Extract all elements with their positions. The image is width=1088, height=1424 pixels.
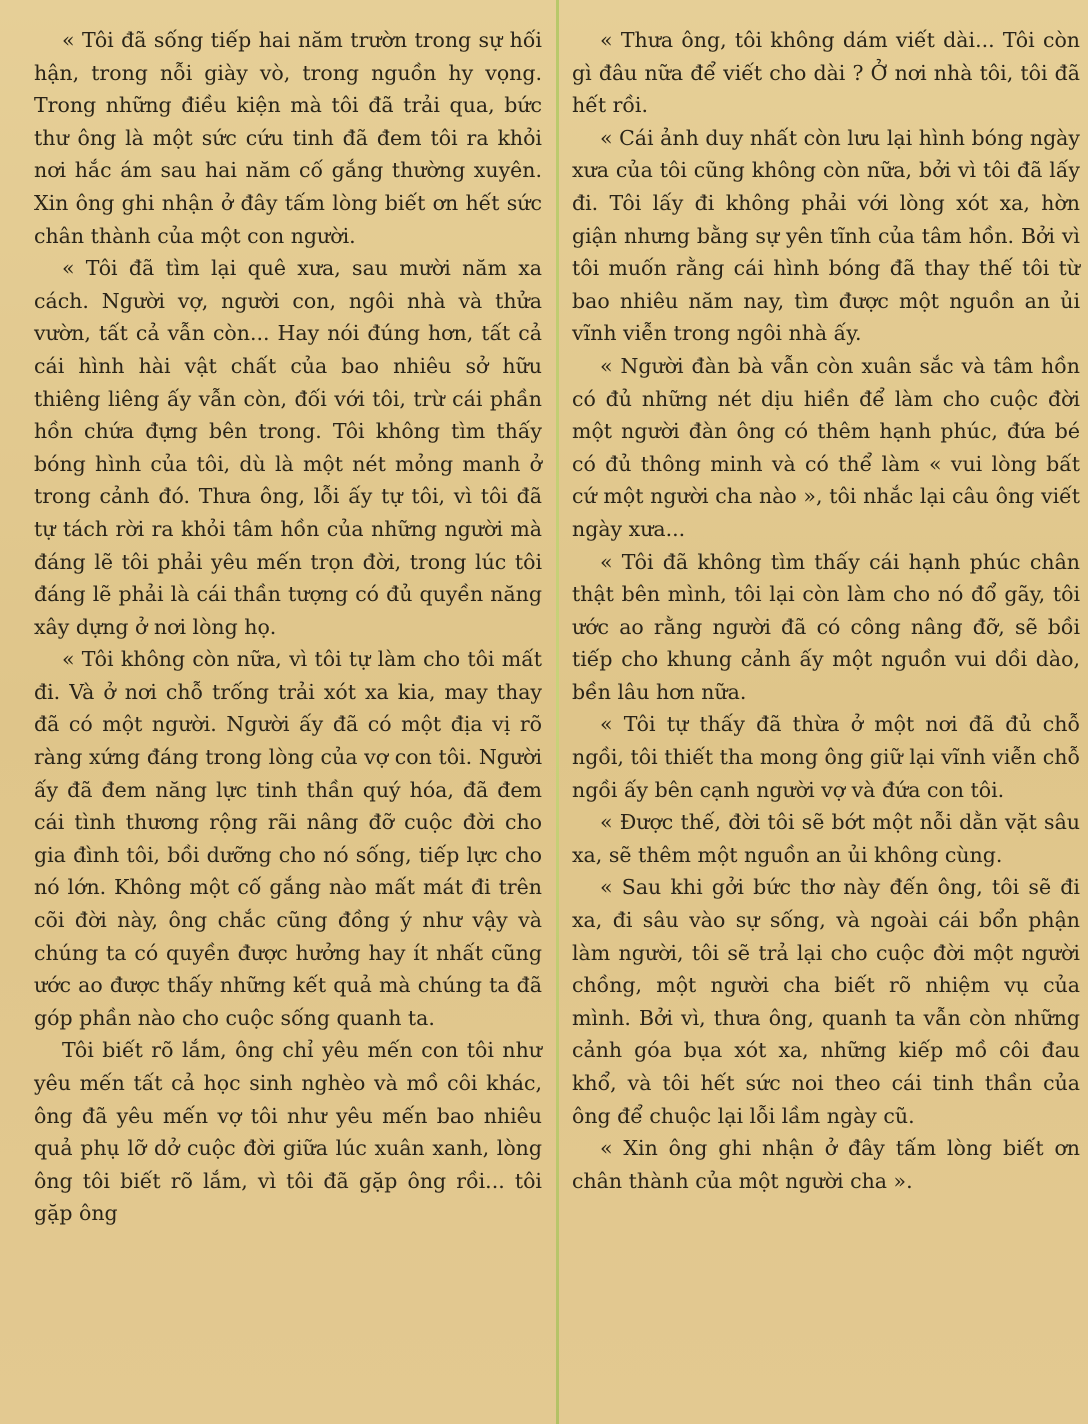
paragraph: « Tôi đã không tìm thấy cái hạnh phúc chân thật bên mình, tôi lại còn làm cho nó đổ gãy, tôi ước ao rằng người đã có công nâng đỡ, sẽ bồi tiếp cho khung cảnh ấy một nguồn vui dồi dào, bền lâu hơn nữa.: [572, 549, 1080, 704]
paragraph: « Được thế, đời tôi sẽ bớt một nỗi dằn vặt sâu xa, sẽ thêm một nguồn an ủi không cùng.: [572, 810, 1080, 867]
paragraph: « Sau khi gởi bức thơ này đến ông, tôi sẽ đi xa, đi sâu vào sự sống, và ngoài cái bổn phận làm người, tôi sẽ trả lại cho cuộc đời một người chồng, một người cha biết rõ nhiệm vụ của mình. Bởi vì, thưa ông, quanh ta vẫn còn những cảnh góa bụa xót xa, những kiếp mồ côi đau khổ, và tôi hết sức noi theo cái tinh thần của ông để chuộc lại lỗi lầm ngày cũ.: [572, 875, 1080, 1128]
paragraph: « Tôi tự thấy đã thừa ở một nơi đã đủ chỗ ngồi, tôi thiết tha mong ông giữ lại vĩnh viễn chỗ ngồi ấy bên cạnh người vợ và đứa con tôi.: [572, 712, 1080, 802]
paragraph: « Tôi đã sống tiếp hai năm trườn trong sự hối hận, trong nỗi giày vò, trong nguồn hy vọng. Trong những điều kiện mà tôi đã trải qua, bức thư ông là một sức cứu tinh đã đem tôi ra khỏi nơi hắc ám sau hai năm cố gắng thường xuyên. Xin ông ghi nhận ở đây tấm lòng biết ơn hết sức chân thành của một con người.: [34, 28, 542, 248]
right-column: [572, 24, 1080, 1197]
paragraph: « Xin ông ghi nhận ở đây tấm lòng biết ơn chân thành của một người cha ».: [572, 1136, 1080, 1193]
paragraph: « Cái ảnh duy nhất còn lưu lại hình bóng ngày xưa của tôi cũng không còn nữa, bởi vì tôi đã lấy đi. Tôi lấy đi không phải với lòng xót xa, hờn giận nhưng bằng sự yên tĩnh của tâm hồn. Bởi vì tôi muốn rằng cái hình bóng đã thay thế tôi từ bao nhiêu năm nay, tìm được một nguồn an ủi vĩnh viễn trong ngôi nhà ấy.: [572, 125, 1080, 346]
paragraph: « Tôi không còn nữa, vì tôi tự làm cho tôi mất đi. Và ở nơi chỗ trống trải xót xa kia, may thay đã có một người. Người ấy đã có một địa vị rõ ràng xứng đáng trong lòng của vợ con tôi. Người ấy đã đem năng lực tinh thần quý hóa, đã đem cái tình thương rộng rãi nâng đỡ cuộc đời cho gia đình tôi, bồi dưỡng cho nó sống, tiếp lực cho nó lớn. Không một cố gắng nào mất mát đi trên cõi đời này, ông chắc cũng đồng ý như vậy và chúng ta có quyền được hưởng hay ít nhất cũng ước ao được thấy những kết quả mà chúng ta đã góp phần nào cho cuộc sống quanh ta.: [34, 647, 542, 1030]
paragraph: « Tôi đã tìm lại quê xưa, sau mười năm xa cách. Người vợ, người con, ngôi nhà và thửa vườn, tất cả vẫn còn... Hay nói đúng hơn, tất cả cái hình hài vật chất của bao nhiêu sở hữu thiêng liêng ấy vẫn còn, đối với tôi, trừ cái phần hồn chứa đựng bên trong. Tôi không tìm thấy bóng hình của tôi, dù là một nét mỏng manh ở trong cảnh đó. Thưa ông, lỗi ấy tự tôi, vì tôi đã tự tách rời ra khỏi tâm hồn của những người mà đáng lẽ tôi phải yêu mến trọn đời, trong lúc tôi đáng lẽ phải là cái thần tượng có đủ quyền năng xây dựng ở nơi lòng họ.: [34, 256, 542, 639]
paragraph: « Thưa ông, tôi không dám viết dài... Tôi còn gì đâu nữa để viết cho dài ? Ở nơi nhà tôi, tôi đã hết rồi.: [572, 28, 1080, 118]
paragraph: Tôi biết rõ lắm, ông chỉ yêu mến con tôi như yêu mến tất cả học sinh nghèo và mồ côi khác, ông đã yêu mến vợ tôi như yêu mến bao nhiêu quả phụ lỡ dở cuộc đời giữa lúc xuân xanh, lòng ông tôi biết rõ lắm, vì tôi đã gặp ông rồi... tôi gặp ông: [34, 1038, 542, 1226]
paragraph: « Người đàn bà vẫn còn xuân sắc và tâm hồn có đủ những nét dịu hiền để làm cho cuộc đời một người đàn ông có thêm hạnh phúc, đứa bé có đủ thông minh và có thể làm « vui lòng bất cứ một người cha nào », tôi nhắc lại câu ông viết ngày xưa...: [572, 353, 1080, 541]
left-column: [34, 24, 542, 1230]
column-divider: [556, 0, 559, 1424]
